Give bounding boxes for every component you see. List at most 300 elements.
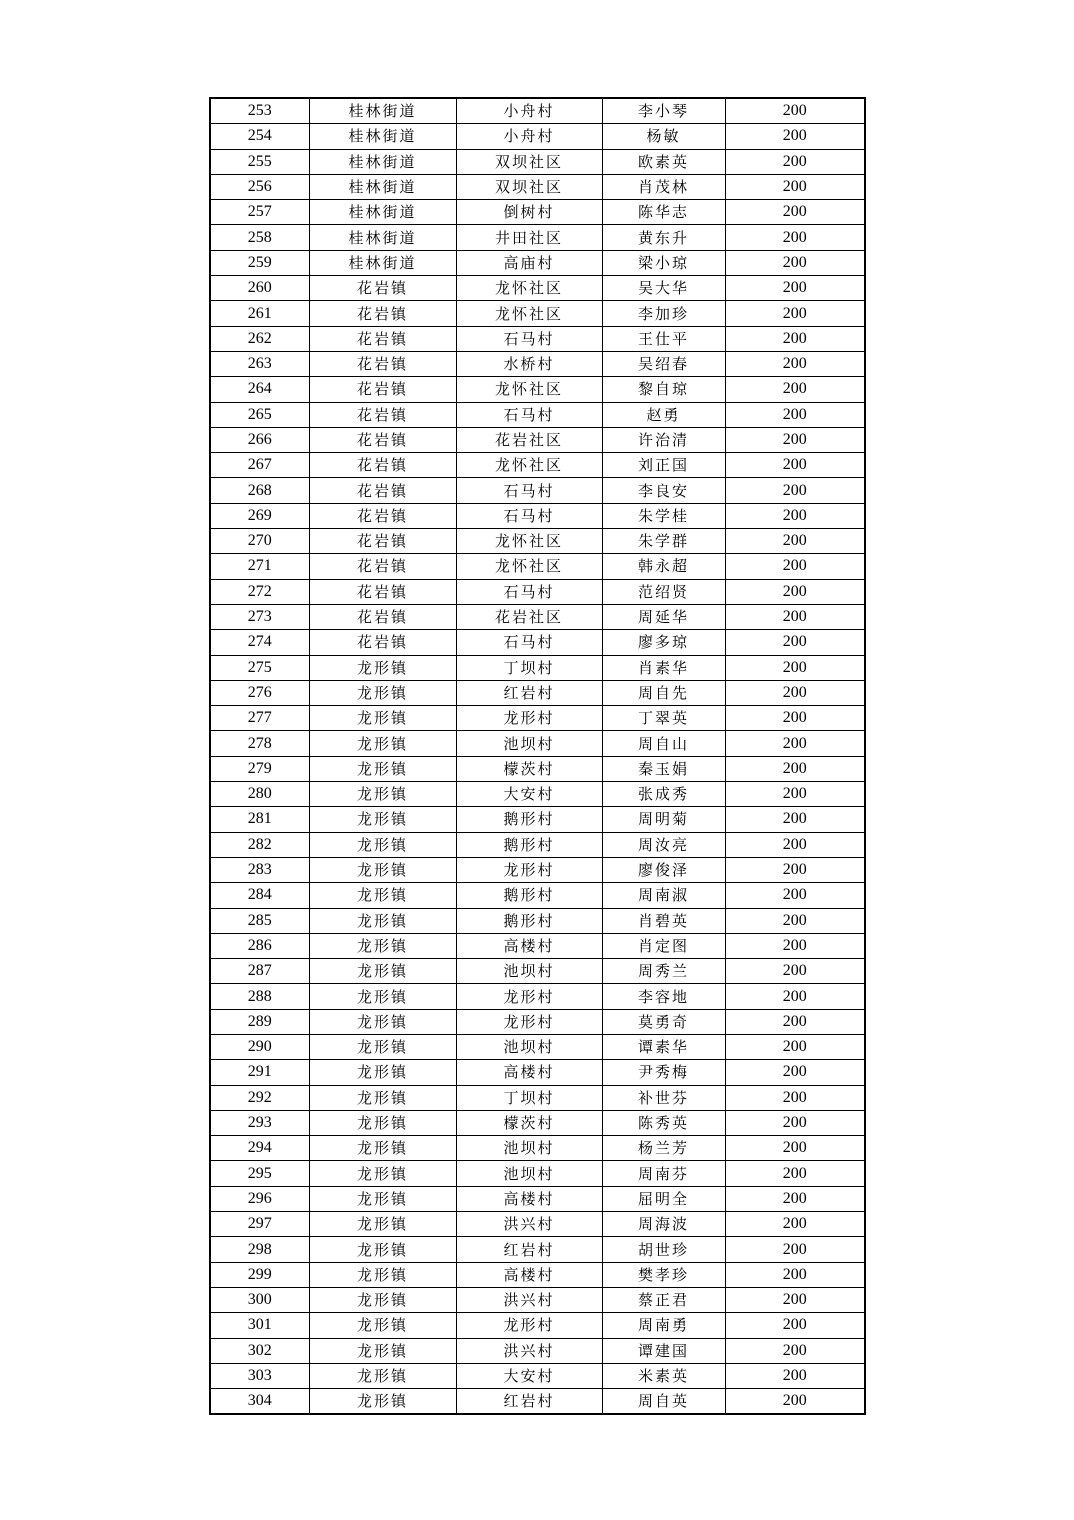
town-cell: 龙形镇	[309, 908, 456, 933]
town-cell: 龙形镇	[309, 731, 456, 756]
table-row	[210, 908, 865, 933]
row-number-cell: 291	[210, 1060, 309, 1085]
table-row	[210, 1237, 865, 1262]
table-row	[210, 1212, 865, 1237]
row-number-cell: 277	[210, 706, 309, 731]
town-cell: 龙形镇	[309, 807, 456, 832]
table-row	[210, 377, 865, 402]
amount-cell: 200	[725, 427, 865, 452]
amount-cell: 200	[725, 908, 865, 933]
amount-cell: 200	[725, 1262, 865, 1287]
person-name-cell: 李加珍	[602, 301, 725, 326]
person-name-cell: 廖俊泽	[602, 857, 725, 882]
row-number-cell: 295	[210, 1161, 309, 1186]
row-number-cell: 262	[210, 326, 309, 351]
table-row	[210, 200, 865, 225]
amount-cell: 200	[725, 478, 865, 503]
person-name-cell: 秦玉娟	[602, 756, 725, 781]
table-row	[210, 1262, 865, 1287]
amount-cell: 200	[725, 604, 865, 629]
town-cell: 龙形镇	[309, 1009, 456, 1034]
town-cell: 龙形镇	[309, 782, 456, 807]
village-cell: 丁坝村	[456, 1085, 602, 1110]
person-name-cell: 朱学群	[602, 529, 725, 554]
town-cell: 龙形镇	[309, 857, 456, 882]
row-number-cell: 299	[210, 1262, 309, 1287]
person-name-cell: 范绍贤	[602, 579, 725, 604]
table-row	[210, 554, 865, 579]
person-name-cell: 赵勇	[602, 402, 725, 427]
village-cell: 高楼村	[456, 1262, 602, 1287]
amount-cell: 200	[725, 1338, 865, 1363]
village-cell: 石马村	[456, 402, 602, 427]
town-cell: 花岩镇	[309, 351, 456, 376]
person-name-cell: 周南淑	[602, 883, 725, 908]
amount-cell: 200	[725, 1186, 865, 1211]
town-cell: 龙形镇	[309, 1363, 456, 1388]
row-number-cell: 298	[210, 1237, 309, 1262]
person-name-cell: 周延华	[602, 604, 725, 629]
town-cell: 花岩镇	[309, 427, 456, 452]
town-cell: 花岩镇	[309, 604, 456, 629]
table-row	[210, 630, 865, 655]
town-cell: 龙形镇	[309, 933, 456, 958]
row-number-cell: 275	[210, 655, 309, 680]
row-number-cell: 284	[210, 883, 309, 908]
person-name-cell: 韩永超	[602, 554, 725, 579]
village-cell: 洪兴村	[456, 1338, 602, 1363]
table-row	[210, 98, 865, 124]
town-cell: 桂林街道	[309, 200, 456, 225]
table-row	[210, 731, 865, 756]
table-row	[210, 1338, 865, 1363]
town-cell: 龙形镇	[309, 832, 456, 857]
person-name-cell: 周南芬	[602, 1161, 725, 1186]
row-number-cell: 282	[210, 832, 309, 857]
person-name-cell: 陈秀英	[602, 1110, 725, 1135]
town-cell: 龙形镇	[309, 1161, 456, 1186]
table-row	[210, 756, 865, 781]
table-row	[210, 1009, 865, 1034]
amount-cell: 200	[725, 351, 865, 376]
row-number-cell: 253	[210, 98, 309, 124]
table-row	[210, 959, 865, 984]
row-number-cell: 269	[210, 503, 309, 528]
roster-sheet	[209, 97, 864, 1415]
town-cell: 花岩镇	[309, 377, 456, 402]
table-row	[210, 149, 865, 174]
amount-cell: 200	[725, 1085, 865, 1110]
row-number-cell: 272	[210, 579, 309, 604]
table-row	[210, 782, 865, 807]
amount-cell: 200	[725, 1034, 865, 1059]
amount-cell: 200	[725, 453, 865, 478]
person-name-cell: 黄东升	[602, 225, 725, 250]
person-name-cell: 肖定图	[602, 933, 725, 958]
town-cell: 龙形镇	[309, 959, 456, 984]
town-cell: 龙形镇	[309, 1060, 456, 1085]
amount-cell: 200	[725, 402, 865, 427]
amount-cell: 200	[725, 706, 865, 731]
row-number-cell: 281	[210, 807, 309, 832]
village-cell: 大安村	[456, 782, 602, 807]
person-name-cell: 吴绍春	[602, 351, 725, 376]
person-name-cell: 周秀兰	[602, 959, 725, 984]
person-name-cell: 杨兰芳	[602, 1136, 725, 1161]
roster-table	[209, 97, 866, 1415]
person-name-cell: 丁翠英	[602, 706, 725, 731]
village-cell: 龙形村	[456, 984, 602, 1009]
village-cell: 洪兴村	[456, 1212, 602, 1237]
row-number-cell: 288	[210, 984, 309, 1009]
row-number-cell: 301	[210, 1313, 309, 1338]
table-row	[210, 1085, 865, 1110]
amount-cell: 200	[725, 529, 865, 554]
person-name-cell: 补世芬	[602, 1085, 725, 1110]
person-name-cell: 杨敏	[602, 124, 725, 149]
town-cell: 龙形镇	[309, 1313, 456, 1338]
village-cell: 龙怀社区	[456, 301, 602, 326]
row-number-cell: 260	[210, 276, 309, 301]
table-row	[210, 1136, 865, 1161]
amount-cell: 200	[725, 1237, 865, 1262]
row-number-cell: 261	[210, 301, 309, 326]
village-cell: 倒树村	[456, 200, 602, 225]
town-cell: 龙形镇	[309, 1389, 456, 1415]
row-number-cell: 287	[210, 959, 309, 984]
amount-cell: 200	[725, 1009, 865, 1034]
table-row	[210, 276, 865, 301]
row-number-cell: 278	[210, 731, 309, 756]
village-cell: 井田社区	[456, 225, 602, 250]
person-name-cell: 周海波	[602, 1212, 725, 1237]
row-number-cell: 271	[210, 554, 309, 579]
amount-cell: 200	[725, 959, 865, 984]
amount-cell: 200	[725, 149, 865, 174]
table-row	[210, 1363, 865, 1388]
person-name-cell: 李容地	[602, 984, 725, 1009]
village-cell: 双坝社区	[456, 174, 602, 199]
town-cell: 龙形镇	[309, 1034, 456, 1059]
village-cell: 鹅形村	[456, 832, 602, 857]
table-row	[210, 655, 865, 680]
person-name-cell: 尹秀梅	[602, 1060, 725, 1085]
amount-cell: 200	[725, 756, 865, 781]
village-cell: 龙怀社区	[456, 529, 602, 554]
amount-cell: 200	[725, 1161, 865, 1186]
amount-cell: 200	[725, 1136, 865, 1161]
row-number-cell: 264	[210, 377, 309, 402]
town-cell: 花岩镇	[309, 478, 456, 503]
person-name-cell: 周自英	[602, 1389, 725, 1415]
town-cell: 桂林街道	[309, 225, 456, 250]
person-name-cell: 刘正国	[602, 453, 725, 478]
village-cell: 龙怀社区	[456, 554, 602, 579]
town-cell: 花岩镇	[309, 529, 456, 554]
village-cell: 水桥村	[456, 351, 602, 376]
town-cell: 龙形镇	[309, 984, 456, 1009]
table-row	[210, 225, 865, 250]
table-row	[210, 478, 865, 503]
village-cell: 龙形村	[456, 706, 602, 731]
person-name-cell: 肖碧英	[602, 908, 725, 933]
table-row	[210, 250, 865, 275]
table-row	[210, 1060, 865, 1085]
village-cell: 红岩村	[456, 680, 602, 705]
person-name-cell: 屈明全	[602, 1186, 725, 1211]
person-name-cell: 周明菊	[602, 807, 725, 832]
table-row	[210, 807, 865, 832]
amount-cell: 200	[725, 933, 865, 958]
table-row	[210, 857, 865, 882]
table-row	[210, 832, 865, 857]
table-row	[210, 301, 865, 326]
village-cell: 池坝村	[456, 1136, 602, 1161]
amount-cell: 200	[725, 200, 865, 225]
table-row	[210, 680, 865, 705]
town-cell: 桂林街道	[309, 98, 456, 124]
town-cell: 龙形镇	[309, 1287, 456, 1312]
amount-cell: 200	[725, 579, 865, 604]
person-name-cell: 梁小琼	[602, 250, 725, 275]
village-cell: 红岩村	[456, 1237, 602, 1262]
village-cell: 池坝村	[456, 731, 602, 756]
person-name-cell: 黎自琼	[602, 377, 725, 402]
amount-cell: 200	[725, 503, 865, 528]
row-number-cell: 276	[210, 680, 309, 705]
town-cell: 龙形镇	[309, 680, 456, 705]
amount-cell: 200	[725, 1060, 865, 1085]
amount-cell: 200	[725, 832, 865, 857]
village-cell: 石马村	[456, 579, 602, 604]
row-number-cell: 296	[210, 1186, 309, 1211]
town-cell: 花岩镇	[309, 276, 456, 301]
row-number-cell: 292	[210, 1085, 309, 1110]
village-cell: 檬茨村	[456, 756, 602, 781]
person-name-cell: 周自先	[602, 680, 725, 705]
person-name-cell: 陈华志	[602, 200, 725, 225]
village-cell: 檬茨村	[456, 1110, 602, 1135]
village-cell: 高楼村	[456, 1060, 602, 1085]
row-number-cell: 302	[210, 1338, 309, 1363]
town-cell: 龙形镇	[309, 1136, 456, 1161]
village-cell: 洪兴村	[456, 1287, 602, 1312]
town-cell: 花岩镇	[309, 301, 456, 326]
village-cell: 池坝村	[456, 1034, 602, 1059]
town-cell: 桂林街道	[309, 250, 456, 275]
row-number-cell: 254	[210, 124, 309, 149]
amount-cell: 200	[725, 1287, 865, 1312]
person-name-cell: 朱学桂	[602, 503, 725, 528]
person-name-cell: 廖多琼	[602, 630, 725, 655]
row-number-cell: 303	[210, 1363, 309, 1388]
person-name-cell: 李小琴	[602, 98, 725, 124]
village-cell: 鹅形村	[456, 883, 602, 908]
amount-cell: 200	[725, 857, 865, 882]
person-name-cell: 胡世珍	[602, 1237, 725, 1262]
village-cell: 石马村	[456, 630, 602, 655]
person-name-cell: 肖茂林	[602, 174, 725, 199]
table-row	[210, 351, 865, 376]
table-row	[210, 1161, 865, 1186]
amount-cell: 200	[725, 1110, 865, 1135]
amount-cell: 200	[725, 630, 865, 655]
amount-cell: 200	[725, 250, 865, 275]
town-cell: 花岩镇	[309, 579, 456, 604]
person-name-cell: 米素英	[602, 1363, 725, 1388]
village-cell: 池坝村	[456, 1161, 602, 1186]
amount-cell: 200	[725, 124, 865, 149]
amount-cell: 200	[725, 1389, 865, 1415]
row-number-cell: 259	[210, 250, 309, 275]
village-cell: 龙形村	[456, 1009, 602, 1034]
village-cell: 石马村	[456, 326, 602, 351]
village-cell: 石马村	[456, 503, 602, 528]
row-number-cell: 286	[210, 933, 309, 958]
person-name-cell: 周自山	[602, 731, 725, 756]
town-cell: 花岩镇	[309, 453, 456, 478]
village-cell: 丁坝村	[456, 655, 602, 680]
village-cell: 花岩社区	[456, 604, 602, 629]
table-row	[210, 529, 865, 554]
town-cell: 花岩镇	[309, 402, 456, 427]
village-cell: 龙形村	[456, 857, 602, 882]
town-cell: 龙形镇	[309, 1338, 456, 1363]
table-row	[210, 604, 865, 629]
roster-body	[210, 98, 865, 1414]
village-cell: 红岩村	[456, 1389, 602, 1415]
town-cell: 花岩镇	[309, 554, 456, 579]
row-number-cell: 304	[210, 1389, 309, 1415]
amount-cell: 200	[725, 1363, 865, 1388]
person-name-cell: 莫勇奇	[602, 1009, 725, 1034]
row-number-cell: 285	[210, 908, 309, 933]
village-cell: 高楼村	[456, 933, 602, 958]
table-row	[210, 1313, 865, 1338]
person-name-cell: 许治清	[602, 427, 725, 452]
town-cell: 桂林街道	[309, 174, 456, 199]
person-name-cell: 肖素华	[602, 655, 725, 680]
town-cell: 龙形镇	[309, 756, 456, 781]
table-row	[210, 1110, 865, 1135]
table-row	[210, 579, 865, 604]
row-number-cell: 294	[210, 1136, 309, 1161]
row-number-cell: 267	[210, 453, 309, 478]
town-cell: 桂林街道	[309, 124, 456, 149]
amount-cell: 200	[725, 225, 865, 250]
village-cell: 花岩社区	[456, 427, 602, 452]
row-number-cell: 300	[210, 1287, 309, 1312]
town-cell: 龙形镇	[309, 1085, 456, 1110]
row-number-cell: 293	[210, 1110, 309, 1135]
row-number-cell: 263	[210, 351, 309, 376]
row-number-cell: 266	[210, 427, 309, 452]
town-cell: 龙形镇	[309, 706, 456, 731]
row-number-cell: 279	[210, 756, 309, 781]
amount-cell: 200	[725, 1212, 865, 1237]
row-number-cell: 255	[210, 149, 309, 174]
row-number-cell: 257	[210, 200, 309, 225]
row-number-cell: 283	[210, 857, 309, 882]
town-cell: 龙形镇	[309, 1212, 456, 1237]
town-cell: 龙形镇	[309, 1262, 456, 1287]
amount-cell: 200	[725, 655, 865, 680]
row-number-cell: 270	[210, 529, 309, 554]
row-number-cell: 290	[210, 1034, 309, 1059]
town-cell: 花岩镇	[309, 630, 456, 655]
person-name-cell: 周汝亮	[602, 832, 725, 857]
amount-cell: 200	[725, 326, 865, 351]
table-row	[210, 933, 865, 958]
village-cell: 小舟村	[456, 98, 602, 124]
row-number-cell: 274	[210, 630, 309, 655]
town-cell: 龙形镇	[309, 1237, 456, 1262]
row-number-cell: 289	[210, 1009, 309, 1034]
amount-cell: 200	[725, 984, 865, 1009]
village-cell: 小舟村	[456, 124, 602, 149]
amount-cell: 200	[725, 301, 865, 326]
amount-cell: 200	[725, 782, 865, 807]
table-row	[210, 402, 865, 427]
person-name-cell: 吴大华	[602, 276, 725, 301]
person-name-cell: 欧素英	[602, 149, 725, 174]
row-number-cell: 258	[210, 225, 309, 250]
table-row	[210, 124, 865, 149]
table-row	[210, 326, 865, 351]
person-name-cell: 张成秀	[602, 782, 725, 807]
amount-cell: 200	[725, 98, 865, 124]
town-cell: 龙形镇	[309, 883, 456, 908]
row-number-cell: 280	[210, 782, 309, 807]
row-number-cell: 273	[210, 604, 309, 629]
table-row	[210, 1034, 865, 1059]
table-row	[210, 427, 865, 452]
row-number-cell: 297	[210, 1212, 309, 1237]
village-cell: 龙怀社区	[456, 276, 602, 301]
village-cell: 大安村	[456, 1363, 602, 1388]
person-name-cell: 李良安	[602, 478, 725, 503]
amount-cell: 200	[725, 1313, 865, 1338]
person-name-cell: 王仕平	[602, 326, 725, 351]
town-cell: 龙形镇	[309, 1186, 456, 1211]
table-row	[210, 453, 865, 478]
amount-cell: 200	[725, 731, 865, 756]
town-cell: 龙形镇	[309, 655, 456, 680]
person-name-cell: 谭建国	[602, 1338, 725, 1363]
table-row	[210, 883, 865, 908]
village-cell: 鹅形村	[456, 807, 602, 832]
amount-cell: 200	[725, 554, 865, 579]
amount-cell: 200	[725, 807, 865, 832]
table-row	[210, 1389, 865, 1415]
village-cell: 龙怀社区	[456, 453, 602, 478]
village-cell: 龙形村	[456, 1313, 602, 1338]
table-row	[210, 1186, 865, 1211]
town-cell: 龙形镇	[309, 1110, 456, 1135]
amount-cell: 200	[725, 174, 865, 199]
person-name-cell: 樊孝珍	[602, 1262, 725, 1287]
amount-cell: 200	[725, 377, 865, 402]
village-cell: 高楼村	[456, 1186, 602, 1211]
village-cell: 双坝社区	[456, 149, 602, 174]
village-cell: 鹅形村	[456, 908, 602, 933]
amount-cell: 200	[725, 883, 865, 908]
row-number-cell: 268	[210, 478, 309, 503]
town-cell: 花岩镇	[309, 326, 456, 351]
table-row	[210, 984, 865, 1009]
table-row	[210, 503, 865, 528]
person-name-cell: 蔡正君	[602, 1287, 725, 1312]
